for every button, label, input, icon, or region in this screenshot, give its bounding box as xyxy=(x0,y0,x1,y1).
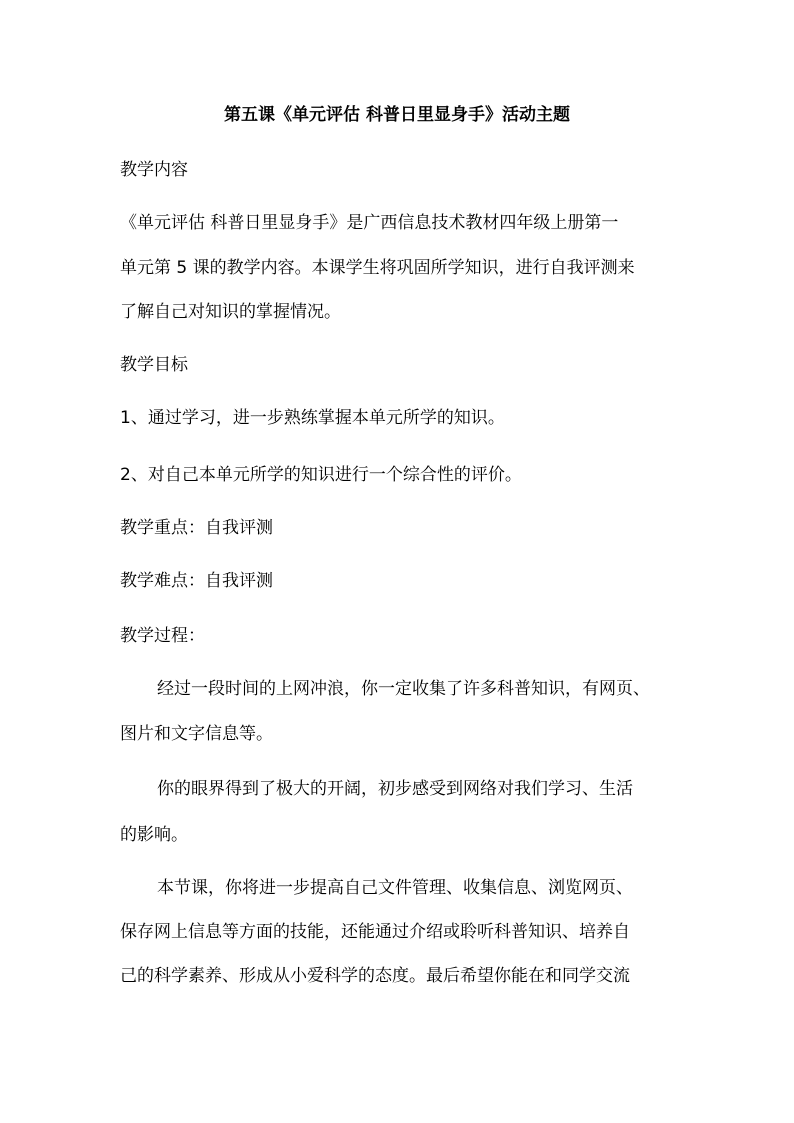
process-paragraph-3-line-2: 保存网上信息等方面的技能，还能通过介绍或聆听科普知识、培养自 xyxy=(120,922,630,942)
content-paragraph-line-3: 了解自己对知识的掌握情况。 xyxy=(120,302,341,322)
document-title: 第五课《单元评估 科普日里显身手》活动主题 xyxy=(224,105,570,125)
goal-item-2: 2、对自己本单元所学的知识进行一个综合性的评价。 xyxy=(120,465,522,485)
process-paragraph-3-line-1: 本节课，你将进一步提高自己文件管理、收集信息、浏览网页、 xyxy=(157,878,633,898)
process-paragraph-1-line-1: 经过一段时间的上网冲浪，你一定收集了许多科普知识，有网页、 xyxy=(157,679,650,699)
heading-teaching-content: 教学内容 xyxy=(120,160,188,180)
content-paragraph-line-2: 单元第 5 课的教学内容。本课学生将巩固所学知识，进行自我评测来 xyxy=(120,258,635,278)
teaching-key-point: 教学重点：自我评测 xyxy=(120,518,273,538)
content-paragraph-line-1: 《单元评估 科普日里显身手》是广西信息技术教材四年级上册第一 xyxy=(120,213,619,233)
process-paragraph-1-line-2: 图片和文字信息等。 xyxy=(120,724,273,744)
heading-teaching-process: 教学过程： xyxy=(120,626,205,646)
goal-item-1: 1、通过学习，进一步熟练掌握本单元所学的知识。 xyxy=(120,408,505,428)
process-paragraph-2-line-1: 你的眼界得到了极大的开阔，初步感受到网络对我们学习、生活 xyxy=(157,779,633,799)
teaching-difficulty: 教学难点：自我评测 xyxy=(120,571,273,591)
process-paragraph-3-line-3: 己的科学素养、形成从小爱科学的态度。最后希望你能在和同学交流 xyxy=(120,966,630,986)
process-paragraph-2-line-2: 的影响。 xyxy=(120,825,188,845)
heading-teaching-goals: 教学目标 xyxy=(120,355,188,375)
